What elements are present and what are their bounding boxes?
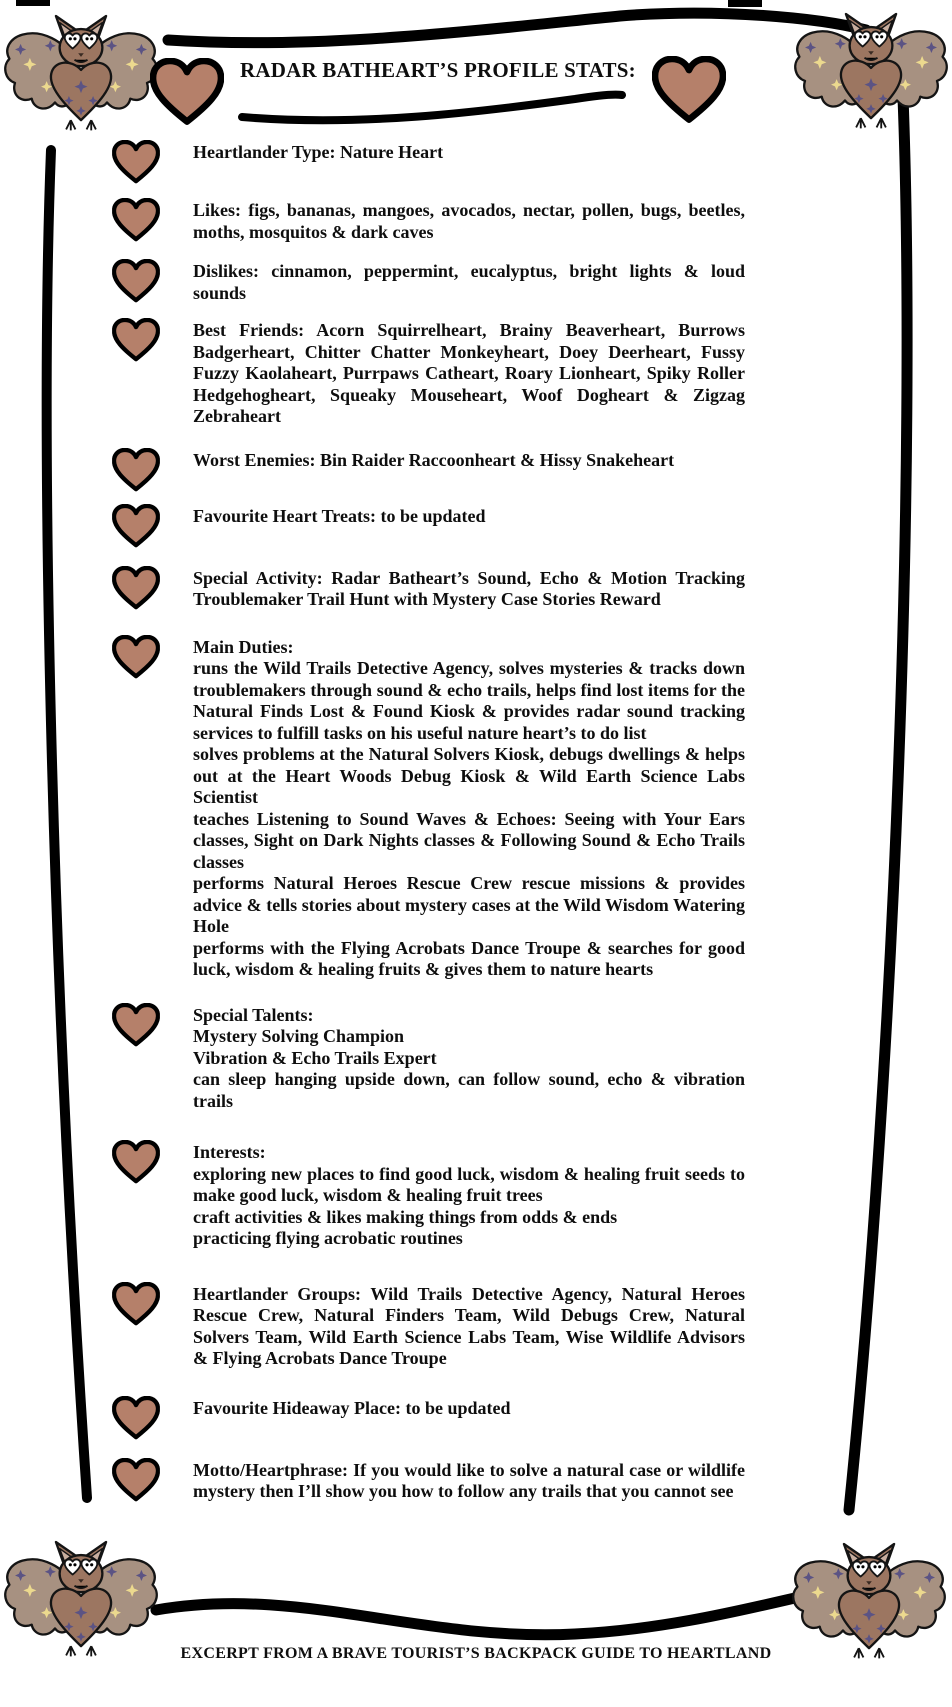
stat-text-block <box>193 1398 745 1420</box>
stat-text: Best Friends: Acorn Squirrelheart, Brainy Beaverheart, Burrows Badgerheart, Chitter Chatter Monkeyheart, Doey Deerheart, Fussy Fuzzy Kaolaheart, Purrpaws Catheart, Roary Lionheart, Spiky Roller Hedgehogheart, Squeaky Mouseheart, Woof Dogheart & Zigzag Zebraheart <box>193 320 745 426</box>
stat-text: can sleep hanging upside down, can follow sound, echo & vibration trails <box>193 1069 745 1111</box>
stat-text: Favourite Heart Treats: to be updated <box>193 505 486 526</box>
stat-text: Worst Enemies: Bin Raider Raccoonheart & Hissy Snakeheart <box>193 449 675 470</box>
stat-text-block <box>193 1142 745 1250</box>
stat-text-block <box>193 261 745 304</box>
stat-text-block <box>193 142 745 164</box>
stat-text: Motto/Heartphrase: If you would like to solve a natural case or wildlife mystery then I’ll show you how to follow any trails that you cannot see <box>193 1459 745 1501</box>
profile-stat-item <box>112 568 752 611</box>
heart-bullet-icon <box>112 259 160 303</box>
stat-text: Heartlander Groups: Wild Trails Detective Agency, Natural Heroes Rescue Crew, Natural Finders Team, Wild Debugs Crew, Natural Solvers Team, Wild Earth Science Labs Team, Wise Wildlife Advisors & Flying Acrobats Dance Troupe <box>193 1283 745 1368</box>
profile-stat-item <box>112 1142 752 1250</box>
stat-text: Mystery Solving Champion <box>193 1026 405 1046</box>
profile-stat-item <box>112 142 752 184</box>
heart-bullet-icon <box>112 1458 160 1502</box>
bottom-wave-line <box>156 1586 857 1635</box>
heart-bullet-icon <box>112 566 160 610</box>
heart-bullet-icon <box>112 1282 160 1326</box>
stat-text-block <box>193 1460 745 1503</box>
profile-stat-item <box>112 1460 752 1503</box>
stat-text: Vibration & Echo Trails Expert <box>193 1047 437 1068</box>
stat-text: exploring new places to find good luck, wisdom & healing fruit seeds to make good luck, wisdom & healing fruit trees <box>193 1163 745 1205</box>
heart-bullet-icon <box>112 318 160 362</box>
stat-text: Main Duties: <box>193 636 294 657</box>
stat-text: solves problems at the Natural Solvers Kiosk, debugs dwellings & helps out at the Heart Woods Debug Kiosk & Wild Earth Science Labs Scientist <box>193 744 745 807</box>
stat-text-block <box>193 506 745 528</box>
heart-bullet-icon <box>112 198 160 242</box>
stat-text-block <box>193 637 745 981</box>
profile-stat-item <box>112 506 752 548</box>
stat-text-block <box>193 320 745 428</box>
profile-stat-item <box>112 200 752 243</box>
bat-icon <box>792 8 950 139</box>
stat-text: Special Activity: Radar Batheart’s Sound, Echo & Motion Tracking Troublemaker Trail Hunt with Mystery Case Stories Reward <box>193 567 745 609</box>
heart-bullet-icon <box>112 1396 160 1440</box>
stat-text: Heartlander Type: Nature Heart <box>193 142 444 162</box>
stat-text: Special Talents: <box>193 1004 314 1025</box>
stat-text: teaches Listening to Sound Waves & Echoes: Seeing with Your Ears classes, Sight on Dark Nights classes & Following Sound & Echo Trails classes <box>193 808 745 872</box>
footer-caption: EXCERPT FROM A BRAVE TOURIST’S BACKPACK GUIDE TO HEARTLAND <box>180 1645 772 1662</box>
stat-text: Interests: <box>193 1142 266 1162</box>
heart-bullet-icon <box>112 448 160 492</box>
stat-text: practicing flying acrobatic routines <box>193 1228 463 1248</box>
profile-stat-item <box>112 637 752 981</box>
stat-text-block <box>193 200 745 243</box>
profile-stat-item <box>112 261 752 304</box>
stat-text-block <box>193 1005 745 1113</box>
right-border-line <box>849 97 907 1510</box>
profile-stat-item <box>112 320 752 428</box>
stat-text: craft activities & likes making things from odds & ends <box>193 1206 618 1227</box>
heart-bullet-icon <box>112 1003 160 1047</box>
stat-text-block <box>193 1284 745 1370</box>
stat-text: performs with the Flying Acrobats Dance Troupe & searches for good luck, wisdom & healing fruits & gives them to nature hearts <box>193 937 745 979</box>
stat-text: Dislikes: cinnamon, peppermint, eucalyptus, bright lights & loud sounds <box>193 261 745 303</box>
heart-bullet-icon <box>112 1140 160 1184</box>
heart-bullet-icon <box>112 504 160 548</box>
profile-stat-item <box>112 1284 752 1370</box>
heart-bullet-icon <box>112 140 160 184</box>
profile-stat-item <box>112 1398 752 1440</box>
profile-stat-item <box>112 450 752 492</box>
stat-text: Likes: figs, bananas, mangoes, avocados, nectar, pollen, bugs, beetles, moths, mosquitos & dark caves <box>193 200 745 242</box>
stat-text-block <box>193 568 745 611</box>
stat-text: runs the Wild Trails Detective Agency, solves mysteries & tracks down troublemakers through sound & echo trails, helps find lost items for the Natural Finds Lost & Found Kiosk & provides radar sound tracking services to fulfill tasks on his useful nature heart’s to do list <box>193 658 745 743</box>
heart-bullet-icon <box>112 635 160 679</box>
profile-stat-item <box>112 1005 752 1113</box>
stat-text-block <box>193 450 745 472</box>
stat-text: performs Natural Heroes Rescue Crew rescue missions & provides advice & tells stories about mystery cases at the Wild Wisdom Watering Hole <box>193 873 745 936</box>
stat-text: Favourite Hideaway Place: to be updated <box>193 1397 511 1418</box>
page-title: RADAR BATHEART’S PROFILE STATS: <box>240 58 636 82</box>
